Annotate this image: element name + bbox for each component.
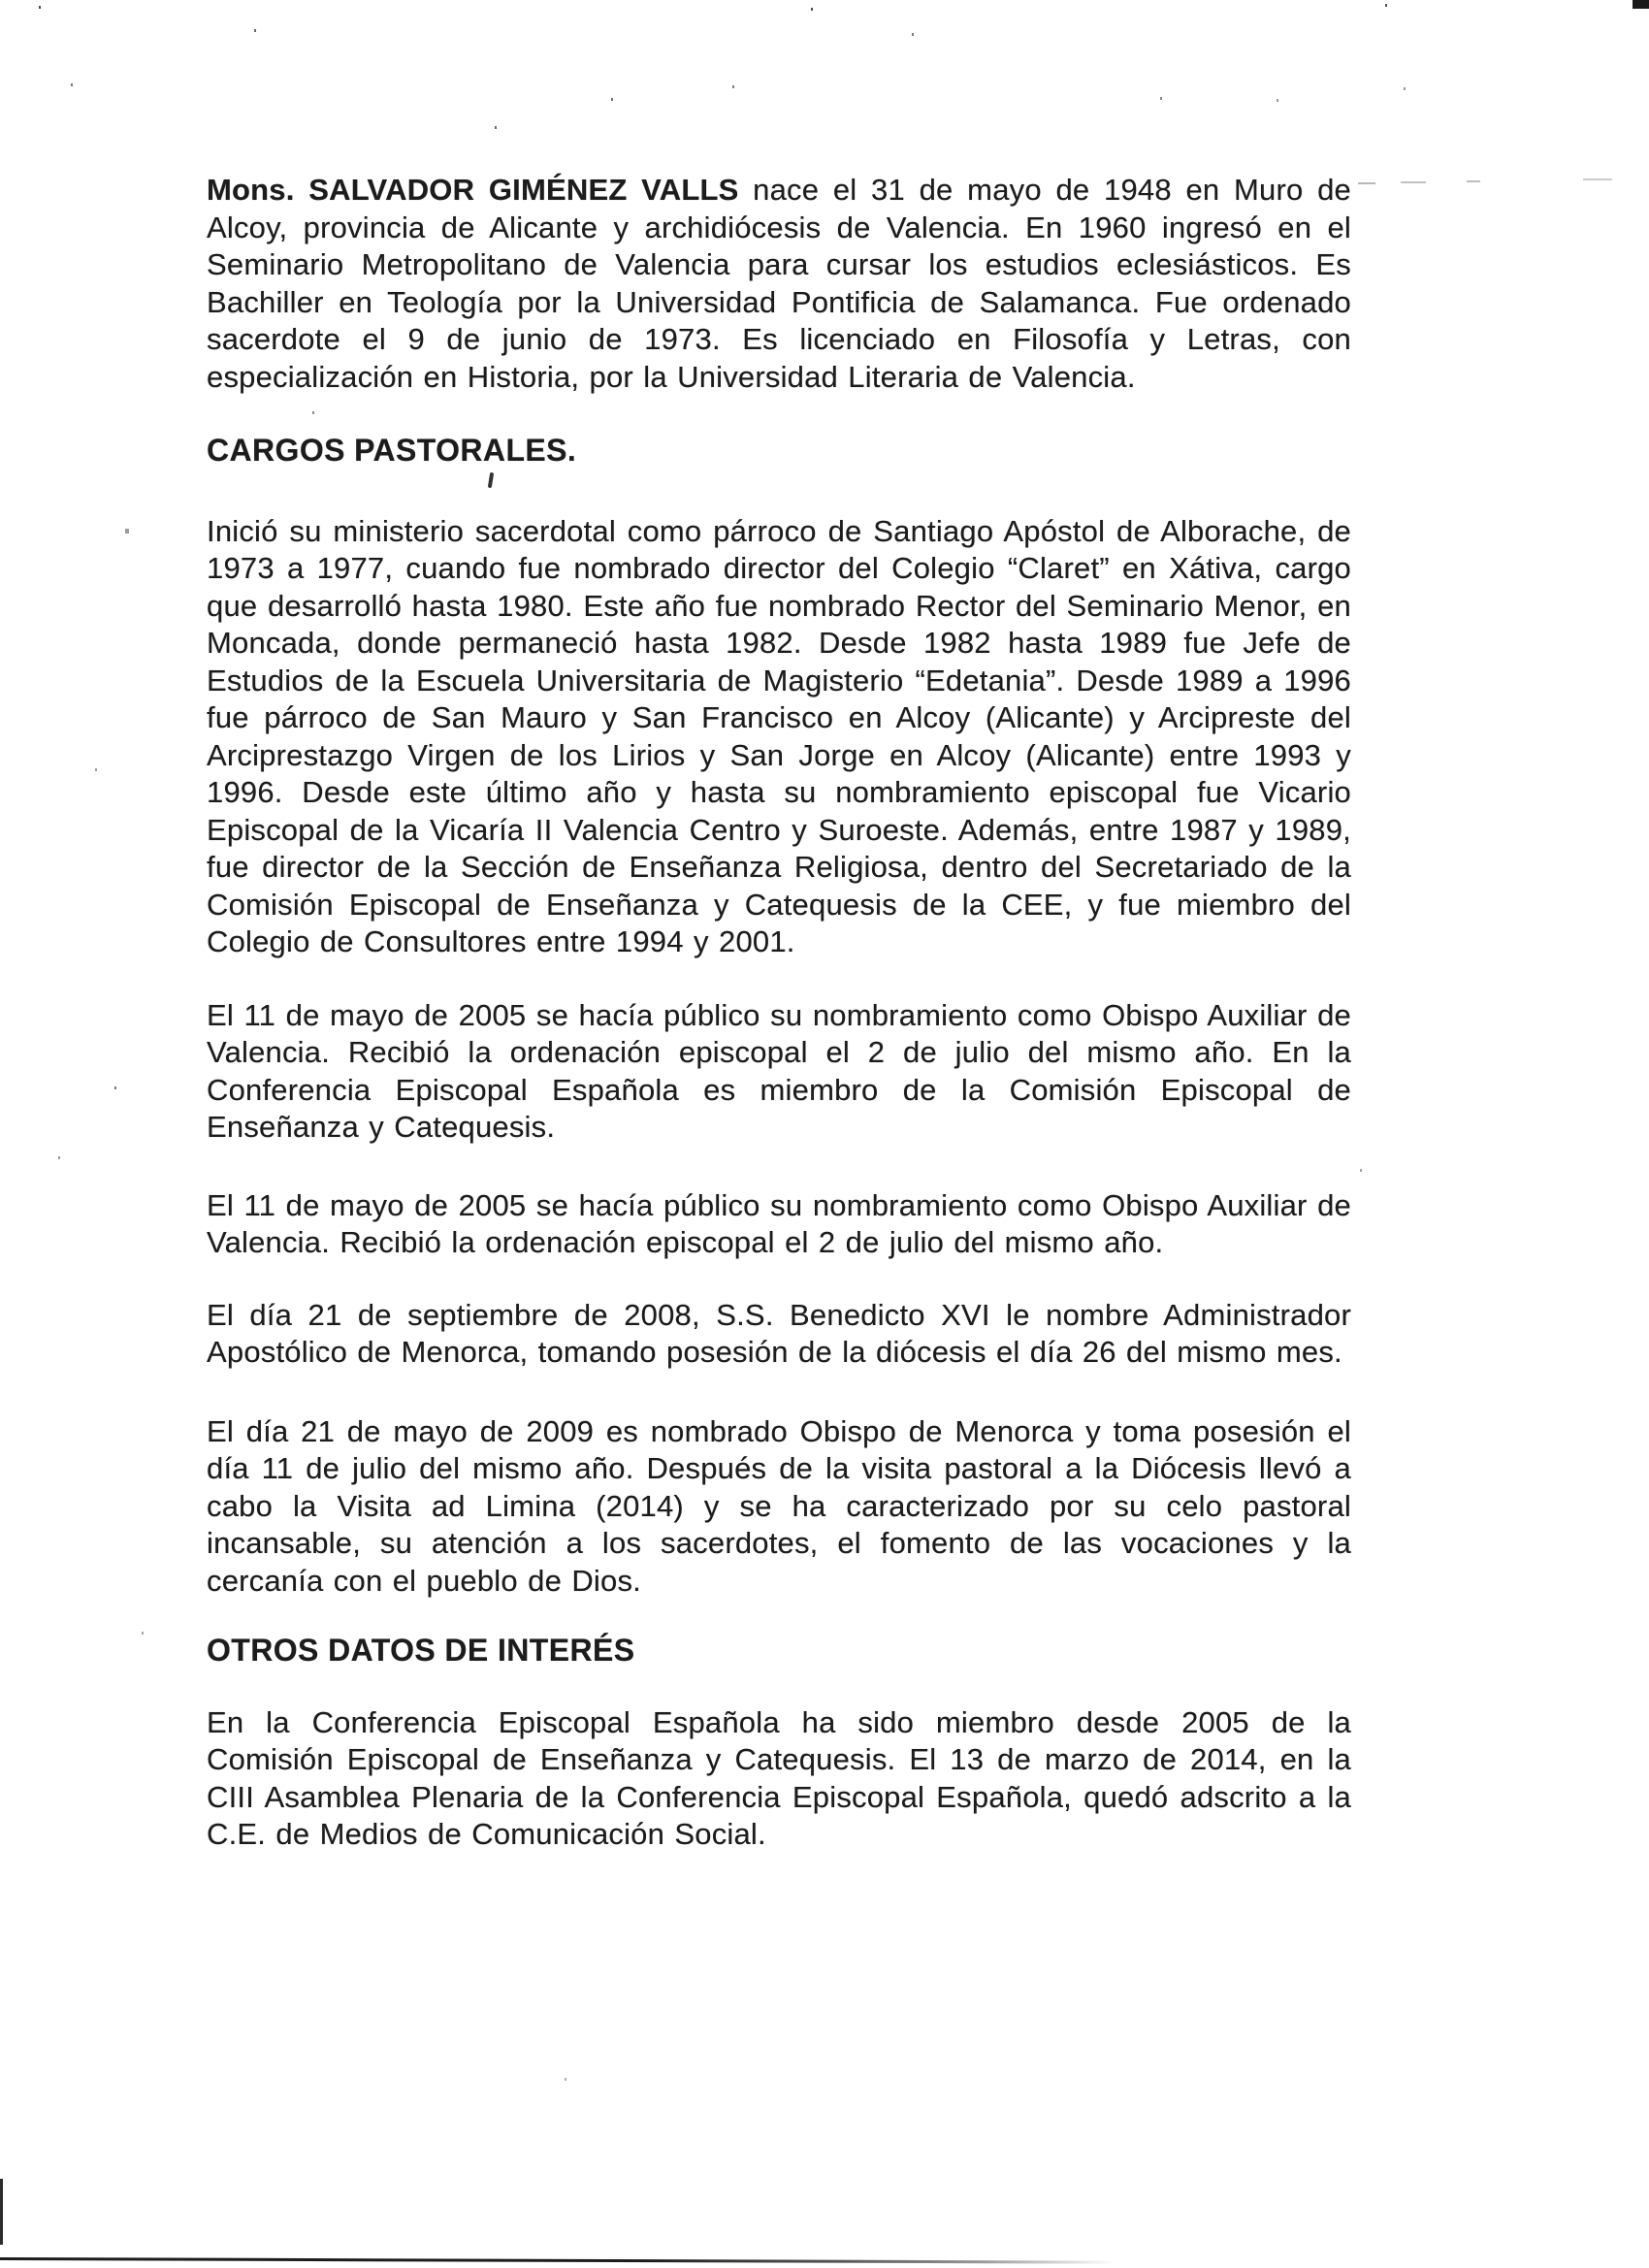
- scan-artifact-dash: [1583, 178, 1612, 180]
- scan-artifact-corner-mark: [1633, 0, 1649, 9]
- scan-artifact-bottom-line: [0, 2257, 1116, 2264]
- section-heading-otros-datos: OTROS DATOS DE INTERÉS: [207, 1633, 635, 1668]
- section-heading-cargos-pastorales: CARGOS PASTORALES.: [207, 433, 577, 468]
- paragraph-administrador-2008: El día 21 de septiembre de 2008, S.S. Benedicto XVI le nombre Administrador Apostólico de Menorca, tomando posesión de la diócesis el día 26 del mismo mes.: [207, 1297, 1351, 1369]
- scan-artifact-dash: [1467, 180, 1480, 182]
- paragraph-nombramiento-2005: El 11 de mayo de 2005 se hacía público su nombramiento como Obispo Auxiliar de Valencia. Recibió la ordenación episcopal el 2 de julio del mismo año. En la Conferencia Episcopal Española es miembro de la Comisión Episcopal de Enseñanza y Catequesis.: [207, 997, 1351, 1144]
- paragraph-bio-intro: [207, 172, 1351, 396]
- scan-artifact-speckles: [0, 0, 2, 3]
- document-text-block: [207, 0, 1351, 1854]
- bishop-name: Mons. SALVADOR GIMÉNEZ VALLS: [207, 173, 739, 207]
- scan-artifact-dash: [1401, 181, 1426, 183]
- paragraph-conferencia-episcopal: En la Conferencia Episcopal Española ha sido miembro desde 2005 de la Comisión Episcopal de Enseñanza y Catequesis. El 13 de marzo de 2014, en la CIII Asamblea Plenaria de la Conferencia Episcopal Española, quedó adscrito a la C.E. de Medios de Comunicación Social.: [207, 1704, 1351, 1851]
- paragraph-nombramiento-2005-repetido: El 11 de mayo de 2005 se hacía público su nombramiento como Obispo Auxiliar de Valencia. Recibió la ordenación episcopal el 2 de julio del mismo año.: [207, 1187, 1351, 1259]
- scan-artifact-left-edge-line: [0, 2179, 3, 2245]
- bio-intro-text: nace el 31 de mayo de 1948 en Muro de Alcoy, provincia de Alicante y archidiócesis de Valencia. En 1960 ingresó en el Seminario Metropolitano de Valencia para cursar los estudios eclesiásticos. Es Bachiller en Teología por la Universidad Pontificia de Salamanca. Fue ordenado sacerdote el 9 de junio de 1973. Es licenciado en Filosofía y Letras, con especialización en Historia, por la Universidad Literaria de Valencia.: [207, 173, 1351, 394]
- paragraph-ministerio: Inició su ministerio sacerdotal como párroco de Santiago Apóstol de Alborache, de 1973 a 1977, cuando fue nombrado director del Colegio “Claret” en Xátiva, cargo que desarrolló hasta 1980. Este año fue nombrado Rector del Seminario Menor, en Moncada, donde permaneció hasta 1982. Desde 1982 hasta 1989 fue Jefe de Estudios de la Escuela Universitaria de Magisterio “Edetania”. Desde 1989 a 1996 fue párroco de San Mauro y San Francisco en Alcoy (Alicante) y Arcipreste del Arciprestazgo Virgen de los Lirios y San Jorge en Alcoy (Alicante) entre 1993 y 1996. Desde este último año y hasta su nombramiento episcopal fue Vicario Episcopal de la Vicaría II Valencia Centro y Suroeste. Además, entre 1987 y 1989, fue director de la Sección de Enseñanza Religiosa, dentro del Secretariado de la Comisión Episcopal de Enseñanza y Catequesis de la CEE, y fue miembro del Colegio de Consultores entre 1994 y 2001.: [207, 513, 1351, 958]
- paragraph-obispo-menorca-2009: El día 21 de mayo de 2009 es nombrado Obispo de Menorca y toma posesión el día 11 de julio del mismo año. Después de la visita pastoral a la Diócesis llevó a cabo la Visita ad Limina (2014) y se ha caracterizado por su celo pastoral incansable, su atención a los sacerdotes, el fomento de las vocaciones y la cercanía con el pueblo de Dios.: [207, 1413, 1351, 1598]
- scan-artifact-dash: [1358, 182, 1375, 184]
